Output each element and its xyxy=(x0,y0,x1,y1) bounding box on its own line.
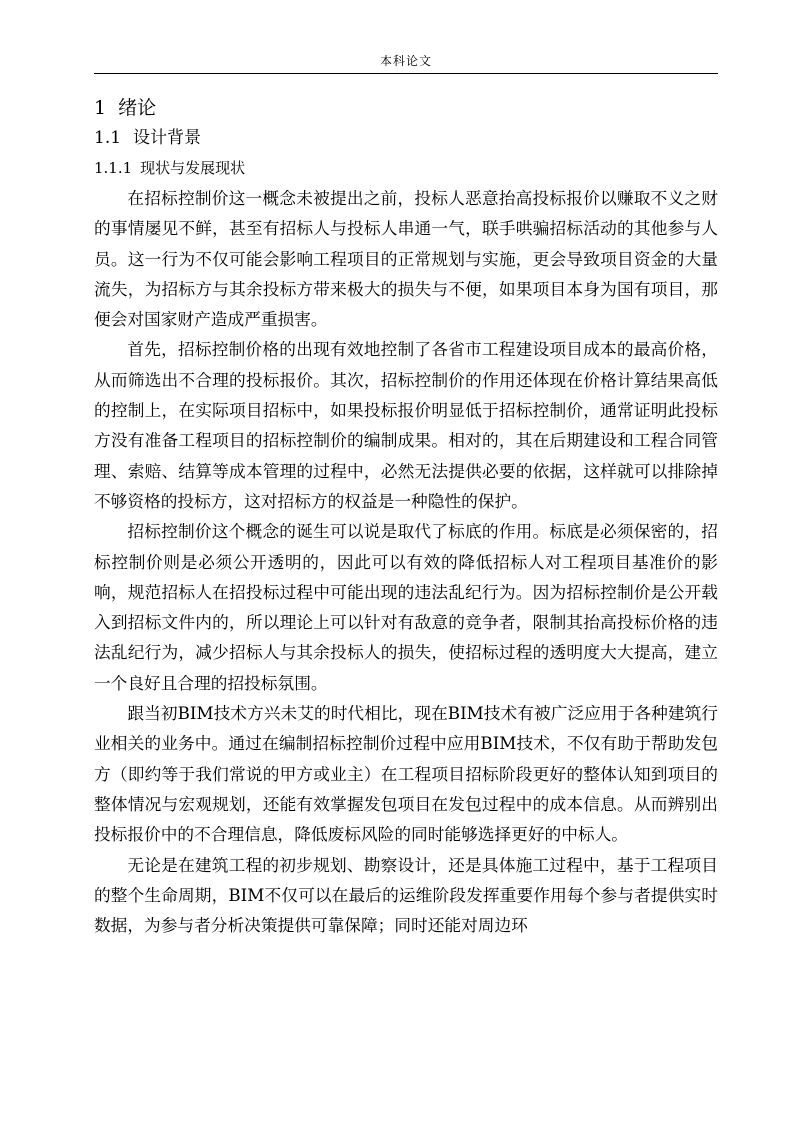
body-paragraph: 在招标控制价这一概念未被提出之前，投标人恶意抬高投标报价以赚取不义之财的事情屡见不鲜，甚至有招标人与投标人串通一气，联手哄骗招标活动的其他参与人员。这一行为不仅可能会影响工程项目的正常规划与实施，更会导致项目资金的大量流失，为招标方与其余投标方带来极大的损失与不便，如果项目本身为国有项目，那便会对国家财产造成严重损害。 xyxy=(94,188,718,330)
section-number: 1.1 xyxy=(94,128,122,148)
chapter-heading xyxy=(94,93,718,123)
subsection-heading xyxy=(94,153,718,183)
chapter-title: 绪论 xyxy=(118,97,157,119)
section-heading xyxy=(94,123,718,153)
chapter-number: 1 xyxy=(94,97,107,119)
running-header: 本科论文 xyxy=(379,54,432,68)
section-title: 设计背景 xyxy=(133,128,202,148)
body-paragraph: 无论是在建筑工程的初步规划、勘察设计，还是具体施工过程中，基于工程项目的整个生命周期，BIM不仅可以在最后的运维阶段发挥重要作用每个参与者提供实时数据，为参与者分析决策提供可靠保障；同时还能对周边环 xyxy=(94,854,718,936)
body-paragraph: 招标控制价这个概念的诞生可以说是取代了标底的作用。标底是必须保密的，招标控制价则是必须公开透明的，因此可以有效的降低招标人对工程项目基准价的影响，规范招标人在招投标过程中可能出现的违法乱纪行为。因为招标控制价是公开载入到招标文件内的，所以理论上可以针对有敌意的竞争者，限制其抬高投标价格的违法乱纪行为，减少招标人与其余投标人的损失，使招标过程的透明度大大提高，建立一个良好且合理的招投标氛围。 xyxy=(94,521,718,693)
header-rule xyxy=(94,73,718,74)
subsection-title: 现状与发展现状 xyxy=(140,159,246,177)
page-body xyxy=(94,93,718,940)
body-paragraph: 首先，招标控制价格的出现有效地控制了各省市工程建设项目成本的最高价格，从而筛选出不合理的投标报价。其次，招标控制价的作用还体现在价格计算结果高低的控制上，在实际项目招标中，如果投标报价明显低于招标控制价，通常证明此投标方没有准备工程项目的招标控制价的编制成果。相对的，其在后期建设和工程合同管理、索赔、结算等成本管理的过程中，必然无法提供必要的依据，这样就可以排除掉不够资格的投标方，这对招标方的权益是一种隐性的保护。 xyxy=(94,339,718,511)
subsection-number: 1.1.1 xyxy=(94,159,133,177)
body-paragraph: 跟当初BIM技术方兴未艾的时代相比，现在BIM技术有被广泛应用于各种建筑行业相关的业务中。通过在编制招标控制价过程中应用BIM技术，不仅有助于帮助发包方（即约等于我们常说的甲方或业主）在工程项目招标阶段更好的整体认知到项目的整体情况与宏观规划，还能有效掌握发包项目在发包过程中的成本信息。从而辨别出投标报价中的不合理信息，降低废标风险的同时能够选择更好的中标人。 xyxy=(94,703,718,845)
